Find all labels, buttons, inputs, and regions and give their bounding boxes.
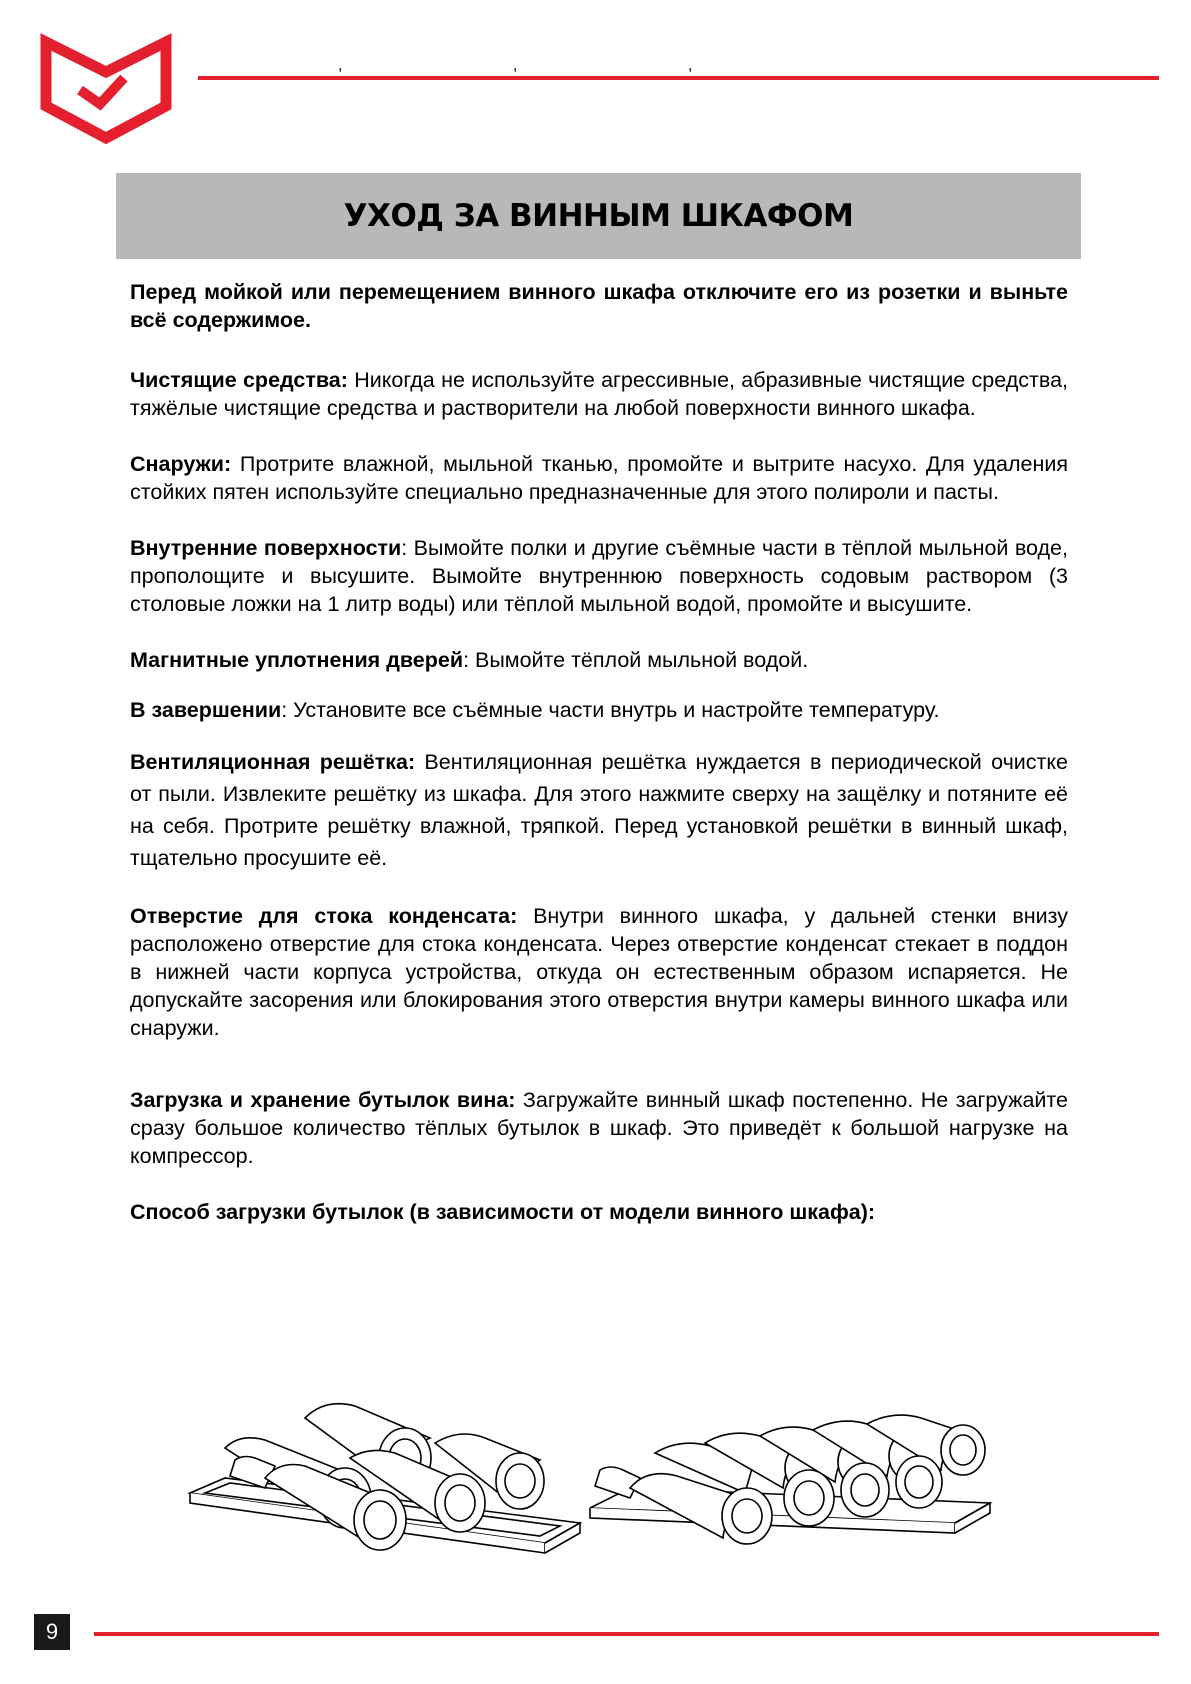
header-rule	[198, 76, 1159, 80]
bottles-stacked-icon	[190, 1404, 580, 1553]
header-commas	[198, 58, 1159, 78]
bottles-row-icon	[590, 1415, 990, 1544]
paragraph-text: : Вымойте полки и другие съёмные части в тёплой мыльной воде, прополощите и высушите. Вымойте внутреннюю поверхность содовым раствором (3 столовые ложки на 1 литр воды) или тёплой мыльной водой, промойте и высушите.	[130, 536, 1068, 616]
paragraph-vent-grille	[130, 746, 1068, 874]
page-number: 9	[34, 1614, 70, 1650]
paragraph-text: : Вымойте тёплой мыльной водой.	[463, 648, 809, 672]
paragraph-door-seals	[130, 646, 1068, 674]
paragraph-text: Загружайте винный шкаф постепенно. Не загружайте сразу большое количество тёплых бутылок в шкаф. Это приведёт к большой нагрузке на компрессор.	[130, 1088, 1068, 1168]
paragraph-text: Внутри винного шкафа, у дальней стенки внизу расположено отверстие для стока конденсата. Через отверстие конденсат стекает в поддон в нижней части корпуса устройства, откуда он естественным образом испаряется. Не допускайте засорения или блокирования этого отверстия внутри камеры винного шкафа или снаружи.	[130, 904, 1068, 1040]
paragraph-label: Внутренние поверхности	[130, 536, 402, 560]
paragraph-cleaning-agents	[130, 366, 1068, 422]
paragraph-text: Никогда не используйте агрессивные, абразивные чистящие средства, тяжёлые чистящие средства и растворители на любой поверхности винного шкафа.	[130, 368, 1068, 420]
brand-logo-icon	[40, 30, 172, 144]
footer-rule	[94, 1632, 1159, 1636]
paragraph-label: Вентиляционная решётка:	[130, 750, 416, 774]
section-banner	[116, 173, 1081, 259]
loading-method-text: Способ загрузки бутылок (в зависимости от модели винного шкафа):	[130, 1200, 876, 1224]
paragraph-bottle-loading	[130, 1086, 1068, 1170]
paragraph-condensate-drain	[130, 902, 1068, 1042]
header-comma: ,	[688, 57, 693, 74]
paragraph-label: Чистящие средства:	[130, 368, 348, 392]
header-comma: ,	[513, 57, 518, 74]
paragraph-finishing	[130, 696, 1068, 724]
paragraph-text: Вентиляционная решётка нуждается в периодической очистке от пыли. Извлеките решётку из шкафа. Для этого нажмите сверху на защёлку и потяните её на себя. Протрите решётку влажной, тряпкой. Перед установкой решётки в винный шкаф, тщательно просушите её.	[130, 750, 1068, 870]
paragraph-text: : Установите все съёмные части внутрь и настройте температуру.	[281, 698, 940, 722]
paragraph-label: Загрузка и хранение бутылок вина:	[130, 1088, 516, 1112]
page-title: УХОД ЗА ВИННЫМ ШКАФОМ	[343, 198, 854, 234]
paragraph-exterior	[130, 450, 1068, 506]
paragraph-label: Снаружи:	[130, 452, 232, 476]
header-comma: ,	[338, 57, 343, 74]
bottle-loading-illustrations	[185, 1398, 995, 1578]
paragraph-label: В завершении	[130, 698, 282, 722]
intro-paragraph	[130, 278, 1068, 334]
paragraph-label: Магнитные уплотнения дверей	[130, 648, 464, 672]
paragraph-label: Отверстие для стока конденсата:	[130, 904, 518, 928]
document-body	[130, 278, 1068, 1226]
paragraph-interior	[130, 534, 1068, 618]
intro-text: Перед мойкой или перемещением винного шкафа отключите его из розетки и выньте всё содержимое.	[130, 280, 1068, 332]
loading-method-heading	[130, 1198, 1068, 1226]
paragraph-text: Протрите влажной, мыльной тканью, промойте и вытрите насухо. Для удаления стойких пятен используйте специально предназначенные для этого полироли и пасты.	[130, 452, 1068, 504]
